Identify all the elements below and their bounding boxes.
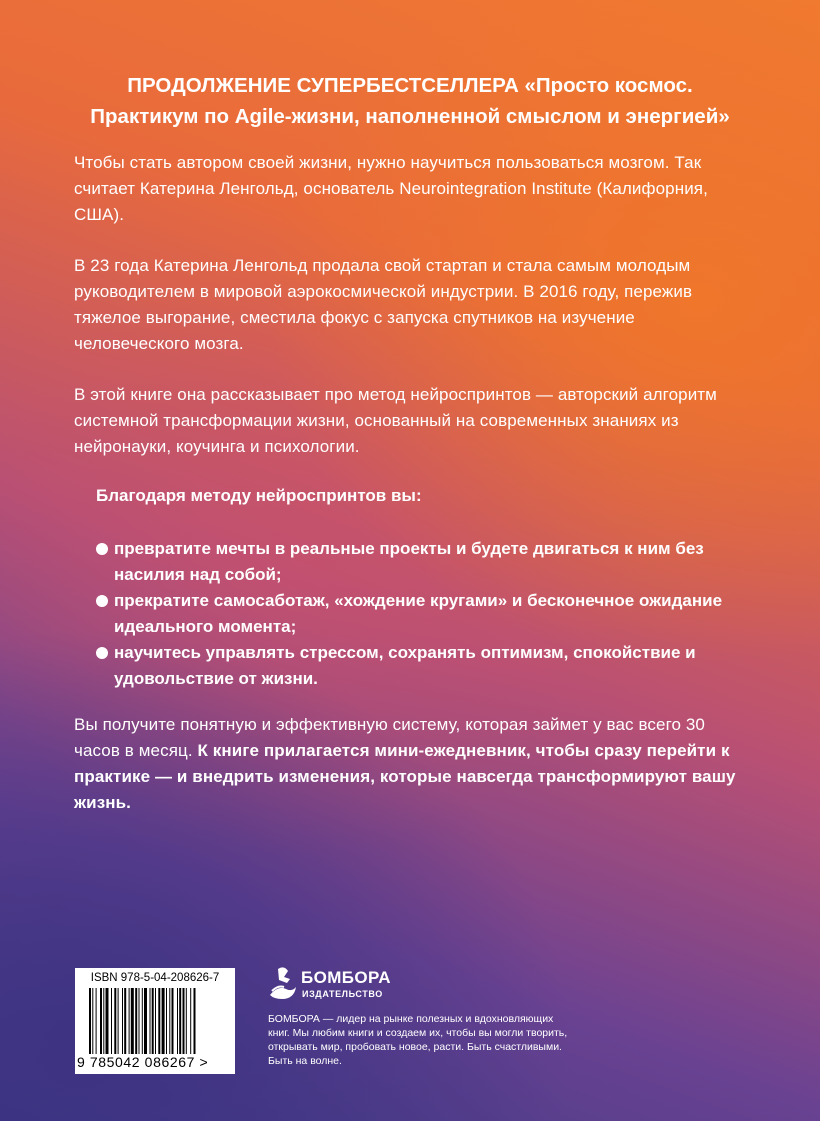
headline-line-1: ПРОДОЛЖЕНИЕ СУПЕРБЕСТСЕЛЛЕРА «Просто космос. xyxy=(127,74,693,97)
publisher-logo xyxy=(268,965,418,1007)
benefit-text: прекратите самосаботаж, «хождение кругами» и бесконечное ожидание идеального момента; xyxy=(114,591,723,636)
benefit-text: превратите мечты в реальные проекты и будете двигаться к ним без насилия над собой; xyxy=(114,539,704,584)
paragraph-author-intro: Чтобы стать автором своей жизни, нужно научиться пользоваться мозгом. Так считает Катерина Ленгольд, основатель Neurointegration Institute (Калифорния, США). xyxy=(74,153,708,224)
barcode-bars-icon xyxy=(89,988,225,1054)
headline xyxy=(40,70,780,132)
benefit-item xyxy=(96,536,746,588)
benefit-item xyxy=(96,640,746,692)
publisher-subtitle: ИЗДАТЕЛЬСТВО xyxy=(302,989,383,999)
barcode xyxy=(75,968,235,1074)
publisher-name: БОМБОРА xyxy=(301,968,391,987)
benefits-list xyxy=(96,536,746,692)
isbn-label: ISBN 978-5-04-208626-7 xyxy=(90,972,220,984)
publisher-blurb: БОМБОРА — лидер на рынке полезных и вдохновляющих книг. Мы любим книги и создаем их, чтобы вы могли творить, открывать мир, пробовать новое, расти. Быть счастливыми. Быть на волне. xyxy=(268,1013,568,1067)
wave-rider-icon xyxy=(268,965,298,1003)
barcode-digits: 9 785042 086267 > xyxy=(77,1054,209,1070)
closing-bold-text: К книге прилагается мини-ежедневник, чтобы сразу перейти к практике — и внедрить изменения, которые навсегда трансформируют вашу жизнь. xyxy=(74,741,736,812)
bullet-icon xyxy=(96,595,108,607)
benefit-item xyxy=(96,588,746,640)
bullet-icon xyxy=(96,543,108,555)
benefit-text: научитесь управлять стрессом, сохранять оптимизм, спокойствие и удовольствие от жизни. xyxy=(114,643,696,688)
paragraph-author-bio: В 23 года Катерина Ленгольд продала свой стартап и стала самым молодым руководителем в мировой аэрокосмической индустрии. В 2016 году, пережив тяжелое выгорание, сместила фокус с запуска спутников на изучение человеческого мозга. xyxy=(74,256,693,353)
headline-line-2: Практикум по Agile-жизни, наполненной смыслом и энергией» xyxy=(90,105,730,128)
paragraph-closing xyxy=(74,712,754,816)
paragraph-book-method: В этой книге она рассказывает про метод нейроспринтов — авторский алгоритм системной трансформации жизни, основанный на современных знаниях из нейронауки, коучинга и психологии. xyxy=(74,385,717,456)
closing-regular-text: Вы получите понятную и эффективную систему, которая займет у вас всего 30 часов в месяц. xyxy=(74,715,705,760)
bullet-icon xyxy=(96,647,108,659)
benefits-intro: Благодаря методу нейроспринтов вы: xyxy=(96,486,422,505)
